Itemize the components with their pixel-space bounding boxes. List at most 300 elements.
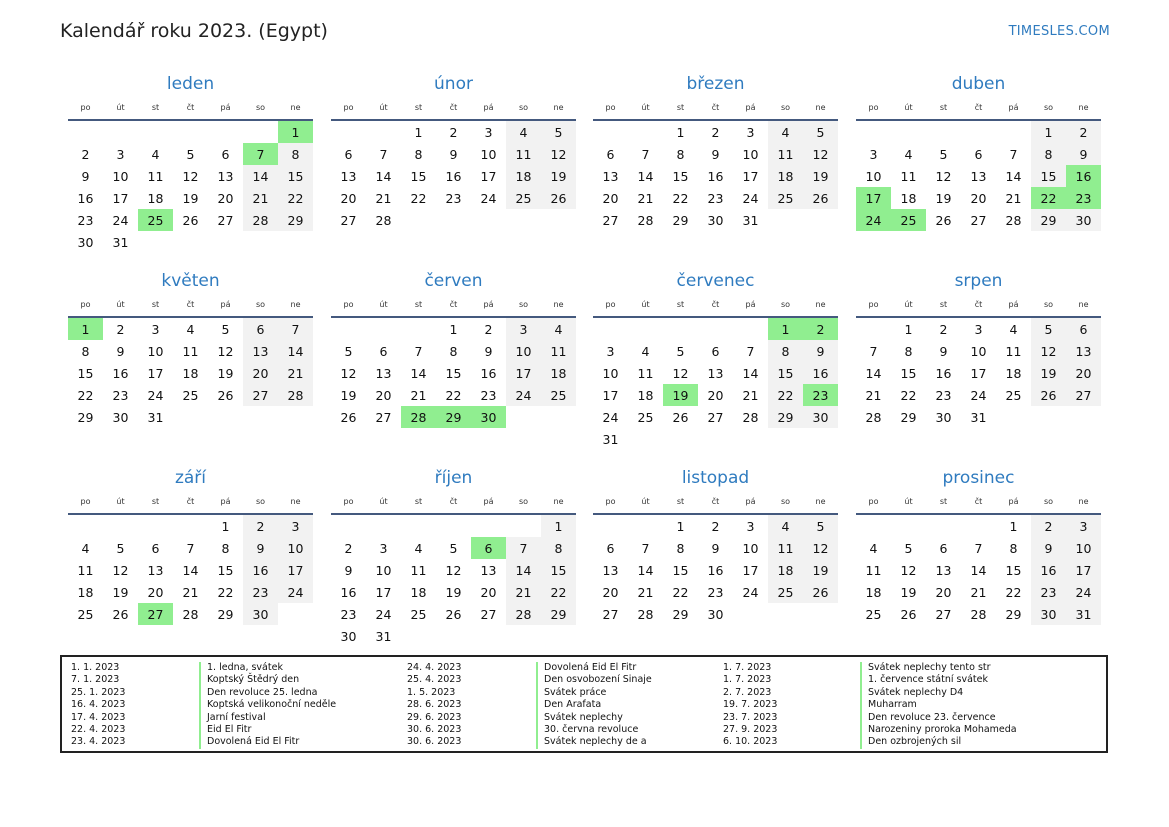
day-cell: 12 [445,562,462,578]
day-cell: 12 [803,143,838,165]
day-cell: 26 [803,187,838,209]
day-cell: 10 [742,540,759,556]
day-cell: 24 [742,190,759,206]
day-cell: 28 [637,212,654,228]
weekday-label: st [151,496,160,506]
legend-date: 23. 7. 2023 [723,711,778,723]
weekday-label: pá [483,102,494,112]
month-name: leden [166,74,215,94]
day-cell: 5 [803,121,838,143]
weekday-label: po [343,496,354,506]
day-cell: 19 [935,190,952,206]
weekday-label: so [1043,299,1054,309]
legend-date: 23. 4. 2023 [71,736,126,748]
day-cell: 27 [375,409,392,425]
day-cell: 23 [112,387,129,403]
day-cell: 24 [1066,581,1101,603]
legend-holiday-name: Narozeniny proroka Mohameda [860,724,1017,736]
day-cell: 30 [935,409,952,425]
day-cell: 6 [243,318,278,340]
day-cell: 9 [1066,143,1101,165]
day-cell: 13 [707,365,724,381]
legend-holiday-name: Den osvobození Sinaje [536,674,652,686]
weekday-label: po [80,299,91,309]
day-cell: 23 [77,212,94,228]
empty-cell [331,515,366,537]
day-cell: 5 [221,321,230,337]
day-cell: 12 [803,537,838,559]
weekday-label: út [116,102,125,112]
day-cell: 7 [414,343,423,359]
day-cell: 14 [970,562,987,578]
day-cell: 11 [768,537,803,559]
day-cell: 10 [278,537,313,559]
weekday-label: so [1043,496,1054,506]
empty-cell [138,515,173,537]
day-cell: 28 [278,384,313,406]
day-cell: 30 [1031,603,1066,625]
holiday-day-cell: 29 [436,406,471,428]
day-cell: 17 [506,362,541,384]
empty-cell [996,121,1031,143]
weekday-label: so [780,102,791,112]
day-cell: 26 [900,606,917,622]
legend-date: 1. 1. 2023 [71,662,120,673]
day-cell: 18 [147,190,164,206]
day-cell: 14 [506,559,541,581]
day-cell: 9 [243,537,278,559]
legend-holiday-name: Jarní festival [199,712,266,724]
legend-date: 30. 6. 2023 [407,724,462,735]
day-cell: 23 [445,190,462,206]
weekday-label: ne [553,496,564,506]
day-cell: 9 [484,343,493,359]
day-cell: 18 [77,584,94,600]
day-cell: 30 [243,603,278,625]
month-name: září [174,468,207,488]
day-cell: 15 [445,365,462,381]
day-cell: 18 [182,365,199,381]
day-cell: 19 [803,165,838,187]
day-cell: 1 [904,321,913,337]
weekday-label: so [1043,102,1054,112]
empty-cell [138,121,173,143]
day-cell: 1 [449,321,458,337]
weekday-label: čt [711,496,720,506]
legend-holiday-name: 30. června revoluce [536,724,638,736]
legend-date: 24. 4. 2023 [407,662,462,673]
weekday-label: pá [483,496,494,506]
day-cell: 10 [147,343,164,359]
weekday-label: pá [745,496,756,506]
empty-cell [593,318,628,340]
day-cell: 17 [278,559,313,581]
day-cell: 19 [340,387,357,403]
holiday-day-cell: 17 [856,187,891,209]
day-cell: 29 [217,606,234,622]
day-cell: 9 [803,340,838,362]
weekday-label: pá [220,299,231,309]
day-cell: 12 [672,365,689,381]
day-cell: 26 [1031,384,1066,406]
day-cell: 2 [484,321,493,337]
weekday-label: čt [974,102,983,112]
day-cell: 16 [77,190,94,206]
weekday-label: ne [1078,102,1089,112]
day-cell: 21 [278,362,313,384]
day-cell: 12 [935,168,952,184]
day-cell: 5 [803,515,838,537]
day-cell: 10 [506,340,541,362]
day-cell: 9 [449,146,458,162]
day-cell: 15 [410,168,427,184]
day-cell: 22 [672,190,689,206]
day-cell: 12 [217,343,234,359]
day-grid [68,318,313,428]
weekday-label: čt [449,102,458,112]
day-grid [593,121,838,231]
day-cell: 25 [865,606,882,622]
day-cell: 2 [939,321,948,337]
day-cell: 4 [768,515,803,537]
day-cell: 6 [606,146,615,162]
day-cell: 26 [112,606,129,622]
month-block [331,270,576,428]
day-cell: 7 [869,343,878,359]
day-cell: 14 [182,562,199,578]
day-cell: 20 [1066,362,1101,384]
day-cell: 22 [77,387,94,403]
day-cell: 30 [707,212,724,228]
day-cell: 16 [480,365,497,381]
day-cell: 28 [970,606,987,622]
day-cell: 19 [1031,362,1066,384]
day-cell: 19 [803,559,838,581]
day-cell: 13 [935,562,952,578]
day-cell: 3 [974,321,983,337]
day-cell: 25 [637,409,654,425]
day-cell: 4 [541,318,576,340]
weekday-label: út [641,102,650,112]
weekday-label: so [518,299,529,309]
day-cell: 29 [77,409,94,425]
day-cell: 6 [711,343,720,359]
day-cell: 8 [1031,143,1066,165]
weekday-label: pá [745,102,756,112]
day-grid [856,515,1101,625]
weekday-label: so [255,496,266,506]
day-cell: 4 [506,121,541,143]
day-cell: 29 [672,606,689,622]
day-cell: 16 [445,168,462,184]
day-cell: 19 [445,584,462,600]
day-cell: 24 [112,212,129,228]
day-cell: 20 [970,190,987,206]
day-cell: 18 [1005,365,1022,381]
day-cell: 18 [637,387,654,403]
day-cell: 7 [641,146,650,162]
legend-holiday-name: Eid El Fitr [199,724,251,736]
day-cell: 2 [243,515,278,537]
empty-cell [331,318,366,340]
weekday-label: ne [815,299,826,309]
day-cell: 17 [480,168,497,184]
day-cell: 21 [243,187,278,209]
holiday-day-cell: 19 [663,384,698,406]
legend-holiday-name: Svátek neplechy de a [536,736,647,748]
day-cell: 18 [541,362,576,384]
day-cell: 13 [243,340,278,362]
day-cell: 5 [939,146,948,162]
day-cell: 25 [1005,387,1022,403]
day-cell: 29 [1005,606,1022,622]
day-cell: 18 [410,584,427,600]
empty-cell [856,515,891,537]
day-cell: 17 [375,584,392,600]
legend-holiday-name: Den ozbrojených sil [860,736,961,748]
weekday-header [331,294,576,314]
weekday-label: st [939,102,948,112]
day-cell: 27 [480,606,497,622]
day-cell: 8 [1009,540,1018,556]
month-name: duben [951,74,1006,94]
weekday-label: so [780,299,791,309]
day-cell: 1 [1031,121,1066,143]
day-cell: 24 [375,606,392,622]
empty-cell [366,515,401,537]
empty-cell [593,515,628,537]
weekday-label: ne [553,299,564,309]
day-cell: 29 [768,406,803,428]
legend-date: 7. 1. 2023 [71,674,120,686]
day-cell: 6 [221,146,230,162]
empty-cell [366,121,401,143]
day-cell: 1 [221,518,230,534]
day-cell: 11 [637,365,654,381]
weekday-label: út [379,299,388,309]
day-cell: 5 [186,146,195,162]
weekday-label: út [116,299,125,309]
day-cell: 1 [676,124,685,140]
day-cell: 29 [278,209,313,231]
day-cell: 9 [116,343,125,359]
holiday-day-cell: 22 [1031,187,1066,209]
month-name: březen [686,74,745,94]
day-cell: 2 [344,540,353,556]
day-cell: 23 [707,190,724,206]
weekday-label: so [255,102,266,112]
day-cell: 3 [151,321,160,337]
day-cell: 30 [707,606,724,622]
day-cell: 7 [278,318,313,340]
day-cell: 6 [606,540,615,556]
weekday-label: so [255,299,266,309]
month-block [593,467,838,625]
holiday-day-cell: 25 [891,209,926,231]
day-cell: 24 [602,409,619,425]
day-cell: 21 [375,190,392,206]
day-cell: 14 [637,562,654,578]
day-cell: 15 [900,365,917,381]
day-cell: 4 [768,121,803,143]
weekday-label: ne [1078,299,1089,309]
day-cell: 10 [970,343,987,359]
weekday-header [68,97,313,117]
day-cell: 29 [1031,209,1066,231]
day-cell: 20 [602,190,619,206]
day-cell: 25 [541,384,576,406]
legend-holiday-name: Dovolená Eid El Fitr [536,662,636,674]
day-cell: 11 [865,562,882,578]
month-block [68,73,313,253]
day-cell: 13 [375,365,392,381]
day-cell: 17 [1066,559,1101,581]
brand-link[interactable]: TIMESLES.COM [1008,24,1110,39]
day-cell: 28 [865,409,882,425]
weekday-header [593,491,838,511]
weekday-label: po [80,102,91,112]
weekday-header [856,97,1101,117]
empty-cell [208,121,243,143]
day-cell: 27 [970,212,987,228]
day-cell: 26 [803,581,838,603]
day-cell: 15 [672,168,689,184]
day-cell: 24 [278,581,313,603]
day-cell: 24 [970,387,987,403]
holiday-day-cell: 23 [803,384,838,406]
day-cell: 4 [186,321,195,337]
day-cell: 29 [672,212,689,228]
holiday-day-cell: 1 [768,318,803,340]
day-cell: 10 [742,146,759,162]
day-cell: 22 [410,190,427,206]
day-cell: 11 [182,343,199,359]
day-cell: 11 [541,340,576,362]
weekday-label: út [904,496,913,506]
weekday-label: út [379,496,388,506]
legend-date: 30. 6. 2023 [407,736,462,748]
day-grid [68,515,313,625]
day-cell: 7 [1009,146,1018,162]
legend-holiday-name: Koptský Štědrý den [199,674,299,686]
day-cell: 8 [449,343,458,359]
empty-cell [733,318,768,340]
empty-cell [173,515,208,537]
day-cell: 3 [506,318,541,340]
empty-cell [628,121,663,143]
day-cell: 22 [1005,584,1022,600]
empty-cell [891,121,926,143]
day-cell: 31 [970,409,987,425]
empty-cell [331,121,366,143]
day-cell: 18 [768,559,803,581]
day-cell: 17 [147,365,164,381]
day-cell: 11 [77,562,94,578]
day-cell: 1 [414,124,423,140]
day-cell: 15 [77,365,94,381]
day-cell: 16 [243,559,278,581]
weekday-header [68,491,313,511]
day-cell: 9 [344,562,353,578]
day-cell: 10 [375,562,392,578]
day-cell: 11 [768,143,803,165]
legend-date: 1. 7. 2023 [723,662,772,673]
weekday-header [856,294,1101,314]
empty-cell [366,318,401,340]
weekday-label: so [518,102,529,112]
day-cell: 8 [81,343,90,359]
day-cell: 6 [151,540,160,556]
weekday-label: čt [449,299,458,309]
legend-holiday-name: Dovolená Eid El Fitr [199,736,299,748]
weekday-label: pá [1008,299,1019,309]
legend-date: 28. 6. 2023 [407,699,462,711]
weekday-header [331,491,576,511]
day-grid [593,318,838,450]
day-cell: 18 [900,190,917,206]
month-name: prosinec [942,468,1015,488]
day-cell: 29 [541,603,576,625]
day-cell: 26 [445,606,462,622]
day-cell: 26 [541,187,576,209]
weekday-label: po [868,102,879,112]
month-block [856,73,1101,231]
empty-cell [628,515,663,537]
legend-date: 19. 7. 2023 [723,699,778,711]
day-cell: 4 [151,146,160,162]
weekday-label: ne [290,496,301,506]
day-cell: 17 [112,190,129,206]
empty-cell [471,515,506,537]
day-cell: 4 [1009,321,1018,337]
day-grid [593,515,838,625]
day-cell: 14 [637,168,654,184]
weekday-label: st [676,496,685,506]
day-cell: 8 [768,340,803,362]
legend-holiday-name: Koptská velikonoční neděle [199,699,336,711]
weekday-header [593,97,838,117]
legend-date: 22. 4. 2023 [71,724,126,735]
day-cell: 21 [506,581,541,603]
day-cell: 22 [768,384,803,406]
empty-cell [68,121,103,143]
day-cell: 31 [375,628,392,644]
empty-cell [436,515,471,537]
empty-cell [856,121,891,143]
weekday-label: po [605,299,616,309]
day-cell: 22 [217,584,234,600]
day-cell: 24 [480,190,497,206]
day-cell: 14 [1005,168,1022,184]
weekday-label: st [151,102,160,112]
day-cell: 13 [480,562,497,578]
month-block [593,270,838,450]
day-grid [331,515,576,647]
day-cell: 10 [1066,537,1101,559]
legend-holiday-name: Muharram [860,699,917,711]
legend-holiday-name: 1. ledna, svátek [199,662,283,674]
day-cell: 26 [182,212,199,228]
day-cell: 20 [217,190,234,206]
day-cell: 27 [340,212,357,228]
day-cell: 15 [217,562,234,578]
empty-cell [506,515,541,537]
day-cell: 17 [970,365,987,381]
day-cell: 28 [1005,212,1022,228]
day-cell: 6 [344,146,353,162]
day-cell: 8 [541,537,576,559]
day-cell: 9 [711,146,720,162]
